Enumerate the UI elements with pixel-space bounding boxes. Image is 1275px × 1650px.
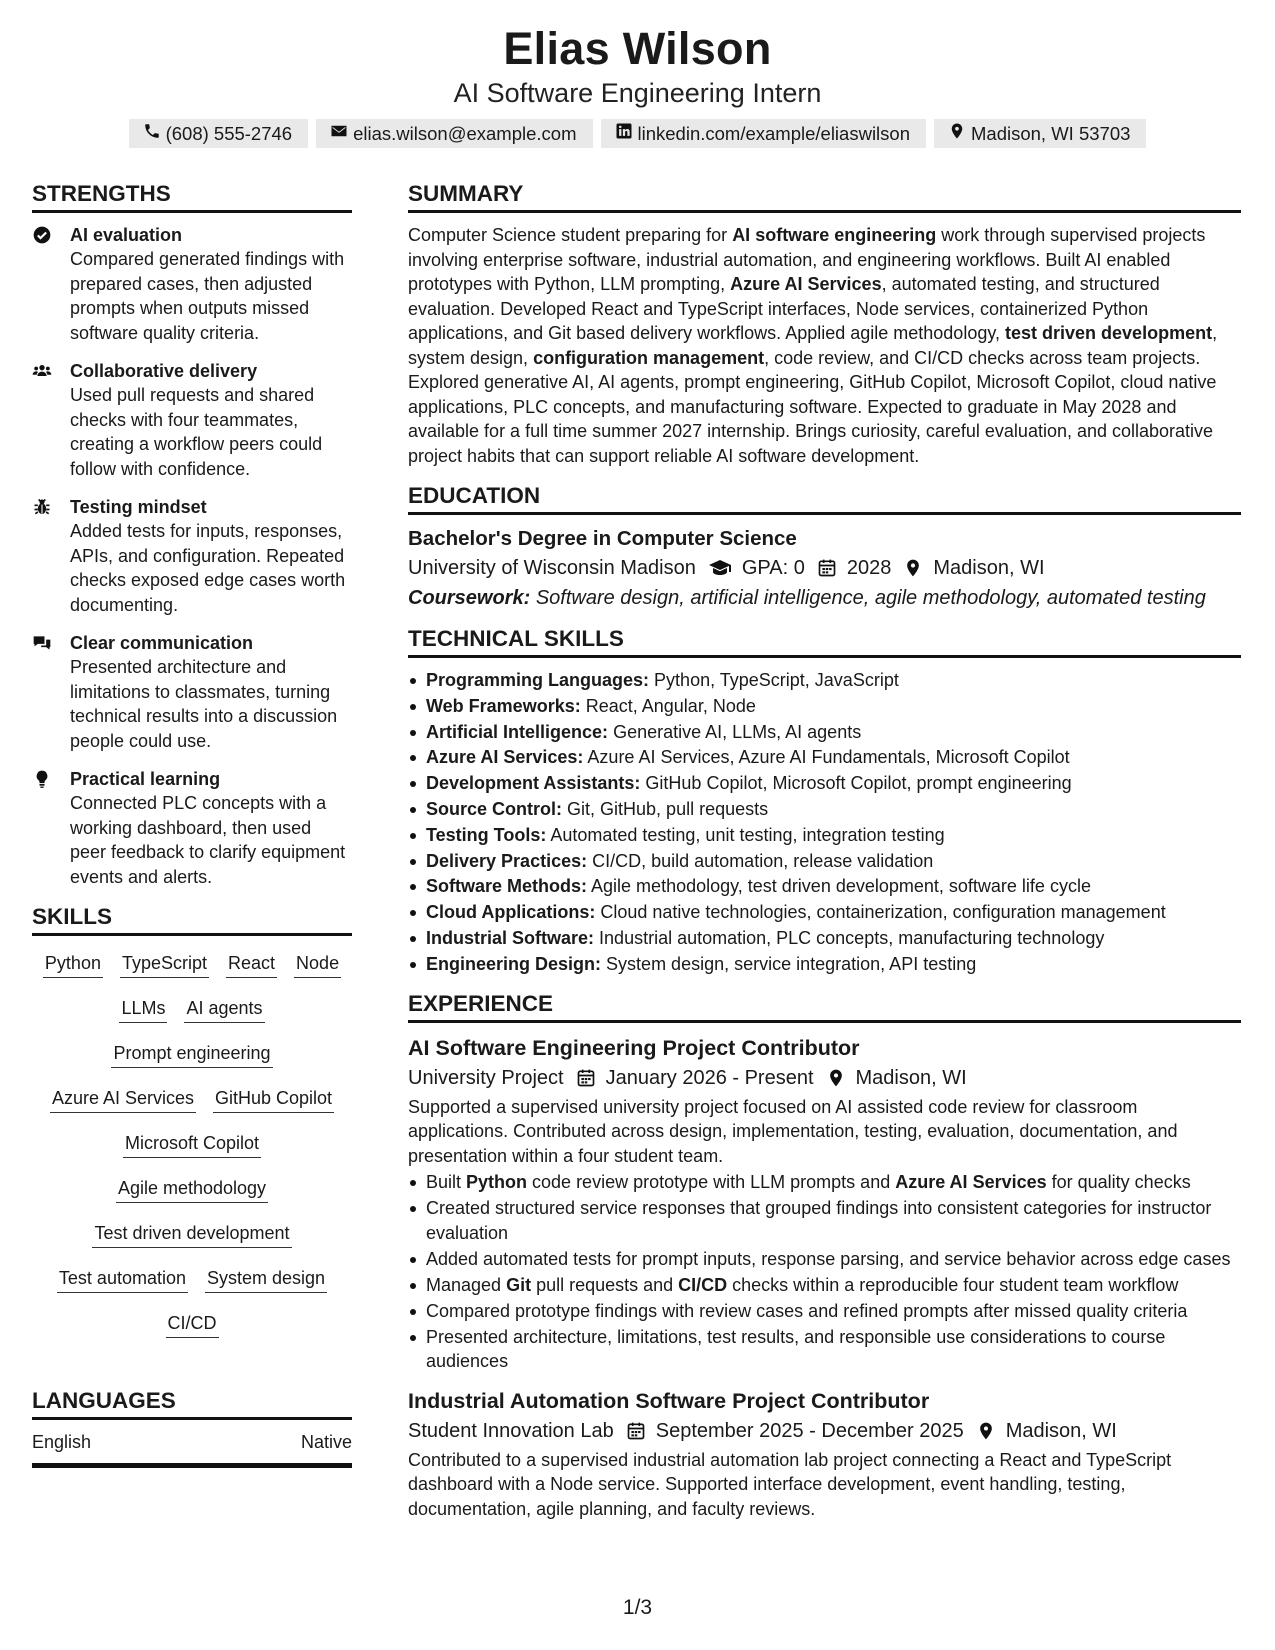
skill-value: React, Angular, Node bbox=[585, 695, 756, 716]
strength-title: Clear communication bbox=[70, 633, 254, 653]
technical-skills-heading: TECHNICAL SKILLS bbox=[408, 625, 1241, 658]
users-icon bbox=[32, 359, 56, 481]
coursework-label: Coursework: bbox=[408, 587, 531, 609]
list-item bbox=[408, 952, 1241, 978]
calendar-icon bbox=[626, 1421, 646, 1441]
strength-title: Collaborative delivery bbox=[70, 361, 258, 381]
candidate-role: AI Software Engineering Intern bbox=[453, 78, 822, 108]
check-circle-icon bbox=[32, 223, 56, 345]
skill-label: Industrial Software: bbox=[426, 927, 595, 948]
summary-part: , code review, and CI/CD checks across team projects. Explored generative AI, AI agents, prompt engineering, GitHub Copilot, Microsoft Copilot, cloud native applications, PLC concepts, and manufacturing software. Expected to graduate in May 2028 and available for a full time summer 2027 internship. Brings curiosity, careful evaluation, and collaborative project habits that can support reliable AI software development. bbox=[408, 347, 1217, 466]
bullet-part: Built bbox=[426, 1172, 467, 1193]
summary-part: work through supervised projects involving enterprise software, industrial automation, and engineering workflows. Built AI enabled prototypes with Python, LLM prompting, bbox=[408, 225, 1206, 294]
language-name: English bbox=[32, 1432, 92, 1452]
strength-desc: Added tests for inputs, responses, APIs, and configuration. Repeated checks exposed edge cases worth documenting. bbox=[70, 521, 346, 615]
summary-text bbox=[408, 223, 1241, 468]
linkedin-icon bbox=[615, 122, 633, 145]
skill-tag: Test automation bbox=[57, 1266, 188, 1293]
skill-tag: React bbox=[226, 951, 277, 978]
contact-bar bbox=[0, 119, 1275, 148]
list-item bbox=[408, 720, 1241, 746]
calendar-icon bbox=[817, 558, 837, 578]
bullet-part: code review prototype with LLM prompts and bbox=[527, 1172, 896, 1193]
skill-value: CI/CD, build automation, release validation bbox=[592, 850, 934, 871]
skill-label: Programming Languages: bbox=[426, 670, 650, 690]
skill-value: Python, TypeScript, JavaScript bbox=[654, 670, 899, 690]
summary-part: Computer Science student preparing for bbox=[408, 225, 733, 245]
skill-label: Software Methods: bbox=[426, 876, 588, 897]
experience-heading: EXPERIENCE bbox=[408, 990, 1241, 1023]
skill-value: Industrial automation, PLC concepts, manufacturing technology bbox=[599, 927, 1105, 948]
right-column bbox=[408, 180, 1241, 1523]
bullet-part: for quality checks bbox=[1046, 1172, 1191, 1193]
contact-email[interactable] bbox=[316, 119, 592, 148]
skill-tag: LLMs bbox=[119, 996, 167, 1023]
job-description: Contributed to a supervised industrial automation lab project connecting a React and TypeScript dashboard with a Node service. Supported interface development, event handling, testing, documentation, agile planning, and faculty reviews. bbox=[408, 1449, 1172, 1519]
school-location: Madison, WI bbox=[933, 557, 1045, 579]
list-item bbox=[408, 1273, 1241, 1298]
bullet-part-bold: Azure AI Services bbox=[895, 1172, 1047, 1193]
bullet-part-bold: Git bbox=[506, 1274, 532, 1295]
skill-value: System design, service integration, API testing bbox=[606, 953, 977, 974]
bullet-part-bold: CI/CD bbox=[678, 1274, 728, 1295]
job-meta bbox=[408, 1416, 1241, 1446]
list-item bbox=[408, 745, 1241, 771]
skill-value: Automated testing, unit testing, integration testing bbox=[550, 824, 945, 845]
skill-label: Engineering Design: bbox=[426, 953, 602, 974]
strengths-list bbox=[32, 223, 352, 889]
technical-skills-list bbox=[408, 668, 1241, 978]
job-dates: September 2025 - December 2025 bbox=[655, 1419, 964, 1442]
language-item bbox=[32, 1424, 352, 1468]
comments-icon bbox=[32, 631, 56, 753]
skill-label: Cloud Applications: bbox=[426, 902, 596, 923]
skill-label: Delivery Practices: bbox=[426, 850, 588, 871]
list-item bbox=[408, 900, 1241, 926]
skill-value: Agile methodology, test driven development, software life cycle bbox=[591, 876, 1091, 897]
summary-part: , automated testing, and structured evaluation. Developed React and TypeScript interfaces, Node services, containerized Python applications, and Git based delivery workflows. Applied agile methodology, bbox=[408, 274, 1160, 343]
gpa-text: GPA: 0 bbox=[741, 557, 805, 579]
skill-tag: Prompt engineering bbox=[111, 1041, 272, 1068]
education-heading: EDUCATION bbox=[408, 482, 1241, 515]
strength-item bbox=[32, 631, 352, 753]
bullet-part: Added automated tests for prompt inputs, response parsing, and service behavior across edge cases bbox=[426, 1248, 1231, 1269]
bug-icon bbox=[32, 495, 56, 617]
strength-desc: Used pull requests and shared checks with four teammates, creating a workflow peers could follow with confidence. bbox=[70, 385, 323, 479]
language-level: Native bbox=[300, 1432, 352, 1452]
resume-header bbox=[0, 22, 1275, 148]
bullet-part: Managed bbox=[426, 1274, 507, 1295]
list-item bbox=[408, 1170, 1241, 1195]
graduation-cap-icon bbox=[708, 556, 732, 580]
contact-linkedin[interactable] bbox=[601, 119, 927, 148]
list-item bbox=[408, 797, 1241, 823]
calendar-icon bbox=[576, 1068, 596, 1088]
bullet-part: Presented architecture, limitations, test results, and responsible use considerations to course audiences bbox=[426, 1326, 1166, 1372]
bullet-part: checks within a reproducible four student team workflow bbox=[727, 1274, 1179, 1295]
bullet-part: Compared prototype findings with review cases and refined prompts after missed quality criteria bbox=[426, 1300, 1188, 1321]
job-meta bbox=[408, 1063, 1241, 1093]
job-bullets bbox=[408, 1170, 1241, 1374]
skill-tag: Test driven development bbox=[92, 1221, 291, 1248]
list-item bbox=[408, 823, 1241, 849]
skill-label: Testing Tools: bbox=[426, 824, 547, 845]
contact-location bbox=[934, 119, 1146, 148]
list-item bbox=[408, 668, 1241, 694]
list-item bbox=[408, 874, 1241, 900]
summary-part-bold: test driven development bbox=[1005, 323, 1213, 343]
bullet-part: Created structured service responses that grouped findings into consistent categories for instructor evaluation bbox=[426, 1198, 1212, 1243]
strengths-heading: STRENGTHS bbox=[32, 180, 352, 213]
bullet-part: pull requests and bbox=[531, 1274, 679, 1295]
list-item bbox=[408, 1299, 1241, 1324]
page-number: 1/3 bbox=[622, 1596, 653, 1619]
skill-value: Cloud native technologies, containerization, configuration management bbox=[600, 902, 1166, 923]
summary-part-bold: Azure AI Services bbox=[730, 274, 882, 294]
coursework bbox=[408, 583, 1241, 613]
summary-heading: SUMMARY bbox=[408, 180, 1241, 213]
list-item bbox=[408, 926, 1241, 952]
skill-tag: AI agents bbox=[184, 996, 264, 1023]
left-column bbox=[32, 180, 352, 1468]
skill-tag: Microsoft Copilot bbox=[123, 1131, 261, 1158]
job-org: University Project bbox=[408, 1066, 564, 1089]
lightbulb-icon bbox=[32, 767, 56, 889]
job-dates: January 2026 - Present bbox=[605, 1066, 814, 1089]
list-item bbox=[408, 694, 1241, 720]
job-entry bbox=[408, 1033, 1241, 1374]
strength-title: Practical learning bbox=[70, 769, 221, 789]
skill-label: Web Frameworks: bbox=[426, 695, 581, 716]
job-entry bbox=[408, 1386, 1241, 1522]
skill-tag: GitHub Copilot bbox=[213, 1086, 334, 1113]
strength-item bbox=[32, 767, 352, 889]
job-description: Supported a supervised university project focused on AI assisted code review for classroom applications. Contributed across design, implementation, testing, evaluation, documentation, and presentation within a four student team. bbox=[408, 1096, 1178, 1166]
summary-part-bold: configuration management bbox=[533, 347, 765, 368]
skill-value: Azure AI Services, Azure AI Fundamentals, Microsoft Copilot bbox=[587, 747, 1070, 768]
contact-linkedin-text: linkedin.com/example/eliaswilson bbox=[637, 122, 910, 144]
skill-label: Source Control: bbox=[426, 798, 563, 819]
contact-phone-text: (608) 555-2746 bbox=[165, 122, 293, 144]
degree-title: Bachelor's Degree in Computer Science bbox=[408, 527, 797, 550]
strength-title: AI evaluation bbox=[70, 225, 183, 245]
skill-label: Development Assistants: bbox=[426, 773, 641, 794]
contact-location-text: Madison, WI 53703 bbox=[971, 122, 1131, 144]
skills-heading: SKILLS bbox=[32, 903, 352, 936]
skill-tag: Python bbox=[43, 951, 103, 978]
skill-tag: TypeScript bbox=[120, 951, 209, 978]
phone-icon bbox=[143, 122, 161, 145]
strength-desc: Presented architecture and limitations to classmates, turning technical results into a discussion people could use. bbox=[70, 657, 338, 751]
list-item bbox=[408, 771, 1241, 797]
skill-tag: Node bbox=[294, 951, 341, 978]
map-pin-icon bbox=[976, 1421, 996, 1441]
skill-tag: System design bbox=[205, 1266, 327, 1293]
list-item bbox=[408, 849, 1241, 875]
strength-item bbox=[32, 359, 352, 481]
contact-email-text: elias.wilson@example.com bbox=[353, 122, 577, 144]
envelope-icon bbox=[330, 122, 348, 145]
list-item bbox=[408, 1247, 1241, 1272]
job-location: Madison, WI bbox=[855, 1066, 967, 1089]
skill-tag: CI/CD bbox=[166, 1311, 219, 1338]
skill-tag: Azure AI Services bbox=[50, 1086, 196, 1113]
strength-item bbox=[32, 495, 352, 617]
strength-desc: Compared generated findings with prepared cases, then adjusted prompts when outputs missed software quality criteria. bbox=[70, 249, 345, 343]
summary-part: , system design, bbox=[408, 323, 1218, 368]
school-name: University of Wisconsin Madison bbox=[408, 557, 696, 579]
map-pin-icon bbox=[903, 558, 923, 578]
education-meta bbox=[408, 553, 1241, 583]
skill-label: Azure AI Services: bbox=[426, 747, 584, 768]
strength-item bbox=[32, 223, 352, 345]
job-location: Madison, WI bbox=[1005, 1419, 1117, 1442]
skills-tags bbox=[32, 946, 352, 1351]
job-org: Student Innovation Lab bbox=[408, 1419, 614, 1442]
strength-desc: Connected PLC concepts with a working dashboard, then used peer feedback to clarify equipment events and alerts. bbox=[70, 793, 346, 887]
candidate-name: Elias Wilson bbox=[503, 23, 772, 74]
skill-tag: Agile methodology bbox=[116, 1176, 268, 1203]
bullet-part-bold: Python bbox=[466, 1172, 528, 1193]
strength-title: Testing mindset bbox=[70, 497, 207, 517]
skill-value: Git, GitHub, pull requests bbox=[567, 798, 769, 819]
skill-label: Artificial Intelligence: bbox=[426, 721, 609, 742]
summary-part-bold: AI software engineering bbox=[732, 225, 937, 245]
job-title: AI Software Engineering Project Contributor bbox=[408, 1035, 860, 1060]
list-item bbox=[408, 1196, 1241, 1245]
languages-heading: LANGUAGES bbox=[32, 1387, 352, 1420]
graduation-year: 2028 bbox=[846, 557, 892, 579]
map-pin-icon bbox=[948, 122, 966, 145]
map-pin-icon bbox=[826, 1068, 846, 1088]
coursework-text: Software design, artificial intelligence, agile methodology, automated testing bbox=[535, 587, 1206, 609]
skill-value: Generative AI, LLMs, AI agents bbox=[613, 721, 862, 742]
skill-value: GitHub Copilot, Microsoft Copilot, prompt engineering bbox=[645, 773, 1072, 794]
job-title: Industrial Automation Software Project Contributor bbox=[408, 1388, 930, 1413]
list-item bbox=[408, 1325, 1241, 1374]
contact-phone[interactable] bbox=[129, 119, 309, 148]
